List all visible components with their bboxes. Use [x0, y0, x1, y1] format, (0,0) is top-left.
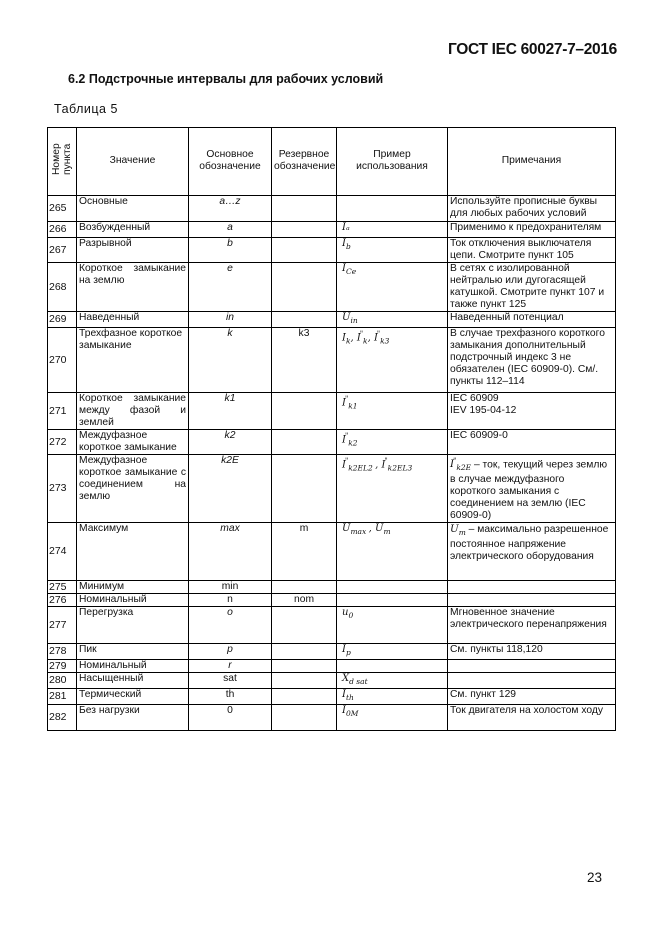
notes-symbol: $I^"_{k2E}$ [450, 456, 472, 472]
table-row [48, 311, 616, 327]
row-notes [448, 593, 616, 606]
row-basic-symbol: a [189, 221, 272, 237]
row-notes: См. пункты 118,120 [448, 643, 616, 659]
row-meaning: Номинальный [77, 659, 189, 672]
table-row [48, 262, 616, 311]
row-example [337, 195, 448, 221]
row-number: 265 [48, 195, 77, 221]
row-number: 278 [48, 643, 77, 659]
row-reserve-symbol: k3 [272, 327, 337, 392]
row-reserve-symbol [272, 672, 337, 688]
row-number: 279 [48, 659, 77, 672]
row-notes [448, 672, 616, 688]
row-number: 271 [48, 392, 77, 429]
row-basic-symbol: a…z [189, 195, 272, 221]
row-meaning: Максимум [77, 522, 189, 580]
row-reserve-symbol [272, 704, 337, 730]
row-example: $I_k$, $I^"_k$, $I^"_{k3}$ [337, 327, 448, 392]
row-meaning: Короткое замыкание на землю [77, 262, 189, 311]
row-reserve-symbol [272, 262, 337, 311]
subscripts-table [47, 127, 616, 731]
row-example: $I_{0M}$ [337, 704, 448, 730]
table-row [48, 454, 616, 522]
row-example: $U_{max}$ , $U_m$ [337, 522, 448, 580]
col-header-example: Пример использования [337, 128, 448, 196]
table-row [48, 580, 616, 593]
row-meaning: Наведенный [77, 311, 189, 327]
row-number: 282 [48, 704, 77, 730]
row-reserve-symbol: nom [272, 593, 337, 606]
row-meaning: Возбужденный [77, 221, 189, 237]
row-notes: IEC 60909 IEV 195-04-12 [448, 392, 616, 429]
row-number: 270 [48, 327, 77, 392]
row-example: Iₐ [337, 221, 448, 237]
row-basic-symbol: max [189, 522, 272, 580]
row-basic-symbol: k2 [189, 429, 272, 454]
row-meaning: Насыщенный [77, 672, 189, 688]
row-number: 275 [48, 580, 77, 593]
row-basic-symbol: in [189, 311, 272, 327]
row-notes: Используйте прописные буквы для любых рабочих условий [448, 195, 616, 221]
row-example [337, 593, 448, 606]
row-basic-symbol: k1 [189, 392, 272, 429]
table-row [48, 606, 616, 643]
table-row [48, 327, 616, 392]
section-title: 6.2 Подстрочные интервалы для рабочих условий [68, 72, 384, 86]
document-header: ГОСТ IEC 60027-7–2016 [447, 41, 617, 58]
row-example [337, 580, 448, 593]
row-example: $I^"_{k1}$ [337, 392, 448, 429]
row-reserve-symbol [272, 221, 337, 237]
row-basic-symbol: th [189, 688, 272, 704]
table-caption: Таблица 5 [54, 102, 118, 116]
row-reserve-symbol [272, 580, 337, 593]
row-number: 269 [48, 311, 77, 327]
row-example: $I_b$ [337, 237, 448, 262]
table-header-row [48, 128, 616, 196]
page-number: 23 [587, 870, 603, 885]
row-number: 277 [48, 606, 77, 643]
row-basic-symbol: o [189, 606, 272, 643]
table-row [48, 429, 616, 454]
row-reserve-symbol [272, 606, 337, 643]
row-basic-symbol: 0 [189, 704, 272, 730]
table-row [48, 392, 616, 429]
row-example: $I^"_{k2}$ [337, 429, 448, 454]
row-notes [448, 580, 616, 593]
row-example: $U_{in}$ [337, 311, 448, 327]
table-row [48, 643, 616, 659]
row-notes [448, 659, 616, 672]
row-example: $I_{Ce}$ [337, 262, 448, 311]
row-basic-symbol: k [189, 327, 272, 392]
row-notes: Наведенный потенциал [448, 311, 616, 327]
col-header-basic: Основное обозначение [189, 128, 272, 196]
row-number: 280 [48, 672, 77, 688]
col-header-num: Номер пункта [48, 128, 77, 196]
row-number: 273 [48, 454, 77, 522]
row-number: 272 [48, 429, 77, 454]
row-notes: Применимо к предохранителям [448, 221, 616, 237]
row-meaning: Без нагрузки [77, 704, 189, 730]
row-basic-symbol: sat [189, 672, 272, 688]
row-number: 276 [48, 593, 77, 606]
row-example: $I_{th}$ [337, 688, 448, 704]
row-notes: Мгновенное значение электрического перенапряжения [448, 606, 616, 643]
col-header-meaning: Значение [77, 128, 189, 196]
table-row [48, 221, 616, 237]
row-example: $I^"_{k2EL2}$ , $I^"_{k2EL3}$ [337, 454, 448, 522]
row-reserve-symbol [272, 429, 337, 454]
col-header-reserve: Резервное обозначение [272, 128, 337, 196]
row-number: 267 [48, 237, 77, 262]
row-notes: $U_m$ – максимально разрешенное постоянное напряжение электрического оборудования [448, 522, 616, 580]
row-meaning: Междуфазное короткое замыкание с соединением на землю [77, 454, 189, 522]
row-basic-symbol: b [189, 237, 272, 262]
table-row [48, 522, 616, 580]
row-meaning: Пик [77, 643, 189, 659]
row-meaning: Короткое замыкание между фазой и землей [77, 392, 189, 429]
row-reserve-symbol [272, 195, 337, 221]
row-meaning: Разрывной [77, 237, 189, 262]
row-example: $X_{d sat}$ [337, 672, 448, 688]
row-notes: IEC 60909-0 [448, 429, 616, 454]
table-row [48, 688, 616, 704]
row-number: 274 [48, 522, 77, 580]
row-meaning: Номинальный [77, 593, 189, 606]
row-number: 281 [48, 688, 77, 704]
row-number: 266 [48, 221, 77, 237]
row-notes: В случае трехфазного короткого замыкания дополнительный подстрочный индекс 3 не обязателен (IEC 60909-0). См/. пункты 112–114 [448, 327, 616, 392]
row-reserve-symbol [272, 237, 337, 262]
row-number: 268 [48, 262, 77, 311]
row-notes: См. пункт 129 [448, 688, 616, 704]
row-basic-symbol: e [189, 262, 272, 311]
notes-symbol: $U_m$ [450, 522, 466, 538]
row-example: $u_0$ [337, 606, 448, 643]
row-notes: $I^"_{k2E}$ – ток, текущий через землю в случае междуфазного короткого замыкания с соединением на землю (IEC 60909-0) [448, 454, 616, 522]
row-reserve-symbol [272, 643, 337, 659]
row-notes: В сетях с изолированной нейтралью или дугогасящей катушкой. Смотрите пункт 107 и также пункт 125 [448, 262, 616, 311]
row-reserve-symbol [272, 311, 337, 327]
row-reserve-symbol [272, 688, 337, 704]
table-row [48, 593, 616, 606]
row-meaning: Минимум [77, 580, 189, 593]
row-meaning: Термический [77, 688, 189, 704]
row-meaning: Основные [77, 195, 189, 221]
row-basic-symbol: n [189, 593, 272, 606]
row-basic-symbol: min [189, 580, 272, 593]
table-row [48, 195, 616, 221]
table-row [48, 659, 616, 672]
row-reserve-symbol: m [272, 522, 337, 580]
col-header-notes: Примечания [448, 128, 616, 196]
row-meaning: Перегрузка [77, 606, 189, 643]
row-basic-symbol: k2E [189, 454, 272, 522]
row-reserve-symbol [272, 454, 337, 522]
row-notes: Ток отключения выключателя цепи. Смотрите пункт 105 [448, 237, 616, 262]
row-example [337, 659, 448, 672]
row-reserve-symbol [272, 659, 337, 672]
table-row [48, 704, 616, 730]
row-meaning: Междуфазное короткое замыкание [77, 429, 189, 454]
row-example: $I_p$ [337, 643, 448, 659]
row-notes: Ток двигателя на холостом ходу [448, 704, 616, 730]
row-basic-symbol: r [189, 659, 272, 672]
row-reserve-symbol [272, 392, 337, 429]
row-meaning: Трехфазное короткое замыкание [77, 327, 189, 392]
table-row [48, 237, 616, 262]
table-row [48, 672, 616, 688]
row-basic-symbol: p [189, 643, 272, 659]
